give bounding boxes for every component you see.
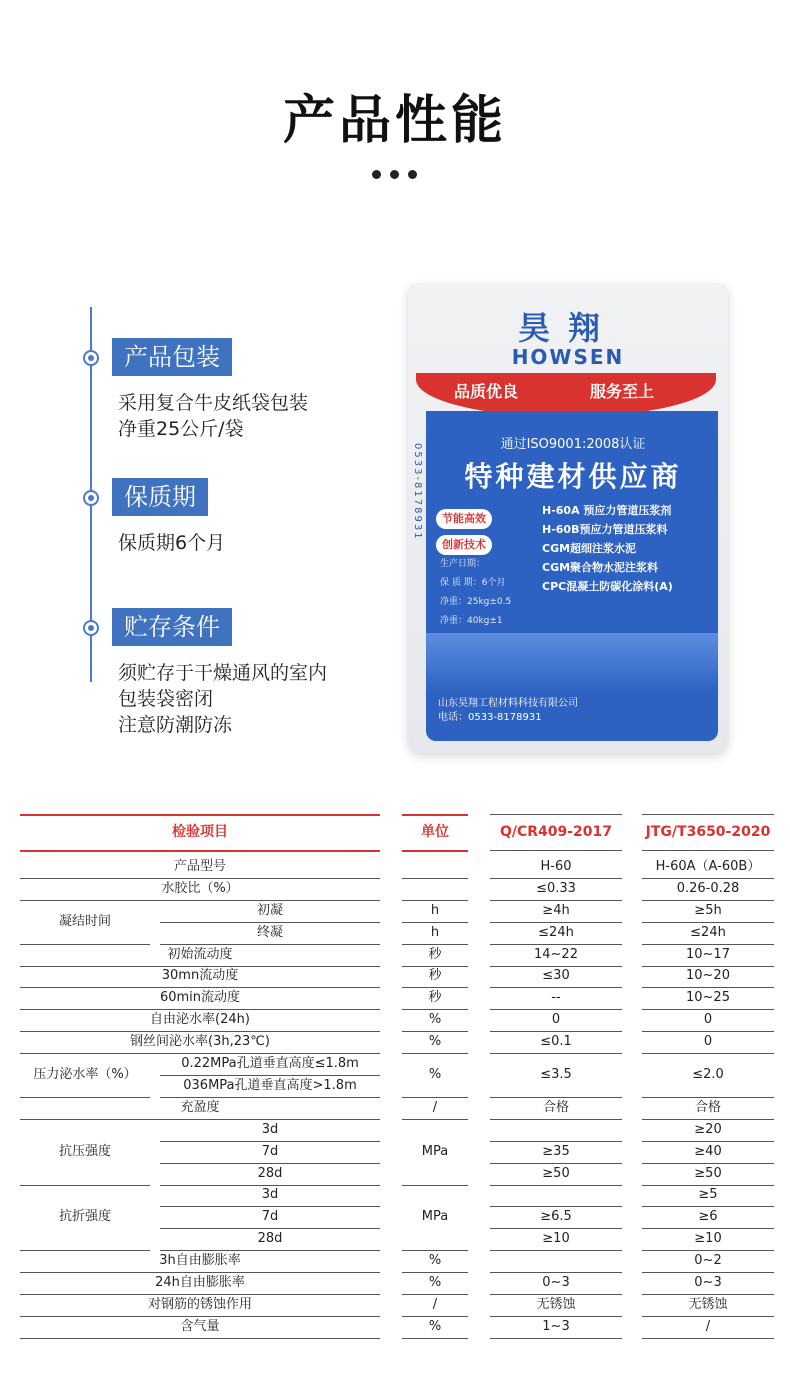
row-rule bbox=[490, 1294, 622, 1295]
bag-product: CPC混凝土防碳化涂料(A) bbox=[542, 580, 673, 593]
row-rule bbox=[490, 1206, 622, 1207]
row-rule bbox=[490, 1250, 622, 1251]
row-rule bbox=[20, 1294, 380, 1295]
row-subitem: 3d bbox=[261, 1187, 279, 1203]
row-jtg: 0~2 bbox=[694, 1253, 722, 1269]
row-item: 产品型号 bbox=[173, 858, 226, 874]
row-unit: % bbox=[428, 1253, 442, 1269]
row-rule bbox=[642, 966, 774, 967]
row-rule bbox=[160, 922, 380, 923]
row-rule bbox=[490, 900, 622, 901]
row-rule bbox=[490, 1097, 622, 1098]
text-line: 净重25公斤/袋 bbox=[118, 418, 244, 440]
header-rule bbox=[642, 814, 774, 815]
bag-product-list bbox=[542, 501, 673, 596]
row-qcr: -- bbox=[551, 990, 561, 1006]
row-rule bbox=[490, 1316, 622, 1317]
bag-side-phone: 0533-8178931 bbox=[412, 443, 423, 541]
row-rule bbox=[490, 878, 622, 879]
row-rule bbox=[642, 1228, 774, 1229]
row-rule bbox=[20, 900, 380, 901]
row-rule bbox=[20, 1031, 380, 1032]
header-qcr: Q/CR409-2017 bbox=[499, 824, 613, 840]
row-rule bbox=[402, 878, 468, 879]
row-rule bbox=[402, 1316, 468, 1317]
row-rule bbox=[20, 1338, 380, 1339]
row-qcr: H-60 bbox=[540, 858, 572, 874]
row-item: 充盈度 bbox=[180, 1099, 220, 1115]
row-rule bbox=[20, 1119, 380, 1120]
row-rule bbox=[490, 1009, 622, 1010]
row-rule bbox=[642, 1316, 774, 1317]
row-rule bbox=[490, 944, 622, 945]
timeline-dot bbox=[83, 490, 99, 506]
header-rule bbox=[402, 850, 468, 852]
row-qcr: ≤24h bbox=[538, 924, 574, 940]
row-rule bbox=[160, 1163, 380, 1164]
row-unit: h bbox=[430, 924, 440, 940]
row-rule bbox=[402, 1185, 468, 1186]
row-rule bbox=[20, 966, 380, 967]
bag-tag: 创新技术 bbox=[436, 535, 492, 555]
header-jtg: JTG/T3650-2020 bbox=[645, 824, 771, 840]
bag-meta-line: 净重：25kg±0.5 bbox=[440, 597, 512, 607]
bag-product: H-60A 预应力管道压浆剂 bbox=[542, 504, 672, 517]
row-qcr: ≥10 bbox=[542, 1231, 570, 1247]
row-jtg: ≥5h bbox=[694, 902, 722, 918]
row-rule bbox=[642, 1097, 774, 1098]
header-item: 检验项目 bbox=[172, 824, 228, 840]
row-rule bbox=[402, 1053, 468, 1054]
row-qcr: ≤0.33 bbox=[536, 880, 576, 896]
row-jtg: / bbox=[705, 1318, 711, 1334]
row-rule bbox=[20, 1185, 150, 1186]
row-item: 自由泌水率(24h) bbox=[150, 1012, 250, 1028]
row-rule bbox=[490, 1338, 622, 1339]
row-item: 24h自由膨胀率 bbox=[155, 1275, 245, 1291]
bag-cert: 通过ISO9001:2008认证 bbox=[500, 437, 646, 452]
row-unit: % bbox=[428, 1012, 442, 1028]
row-qcr: 无锈蚀 bbox=[536, 1296, 576, 1312]
row-jtg: 0~3 bbox=[694, 1275, 722, 1291]
row-unit: % bbox=[428, 1318, 442, 1334]
row-jtg: 无锈蚀 bbox=[688, 1296, 728, 1312]
row-jtg: 合格 bbox=[694, 1099, 721, 1115]
row-subitem: 终凝 bbox=[256, 924, 283, 940]
row-item: 水胶比（%） bbox=[161, 880, 239, 896]
bag-product: H-60B预应力管道压浆料 bbox=[542, 523, 668, 536]
row-item: 对钢筋的锈蚀作用 bbox=[147, 1296, 252, 1312]
row-rule bbox=[642, 1031, 774, 1032]
row-rule bbox=[490, 1053, 622, 1054]
bag-meta-line: 保 质 期：6个月 bbox=[440, 578, 506, 588]
row-item: 30mn流动度 bbox=[161, 968, 239, 984]
row-group: 凝结时间 bbox=[58, 913, 111, 929]
row-rule bbox=[490, 1185, 622, 1186]
bag-slogan-right: 服务至上 bbox=[590, 382, 655, 401]
row-unit: / bbox=[432, 1099, 438, 1115]
row-jtg: ≥10 bbox=[694, 1231, 722, 1247]
row-rule bbox=[20, 1097, 150, 1098]
section-text-packaging bbox=[118, 390, 308, 442]
row-rule bbox=[402, 1294, 468, 1295]
row-group: 抗压强度 bbox=[58, 1143, 111, 1159]
row-rule bbox=[402, 922, 468, 923]
section-label-storage: 贮存条件 bbox=[112, 608, 232, 646]
row-jtg: 0 bbox=[703, 1012, 713, 1028]
row-qcr: 1~3 bbox=[542, 1318, 570, 1334]
row-subitem: 28d bbox=[257, 1165, 283, 1181]
row-unit: 秒 bbox=[428, 990, 442, 1006]
header-rule bbox=[490, 850, 622, 851]
row-rule bbox=[642, 1163, 774, 1164]
row-rule bbox=[160, 1097, 380, 1098]
row-subitem: 初凝 bbox=[256, 902, 283, 918]
row-unit: h bbox=[430, 902, 440, 918]
timeline-dot bbox=[83, 350, 99, 366]
row-rule bbox=[20, 1316, 380, 1317]
row-jtg: 10~25 bbox=[686, 990, 730, 1006]
timeline-dot bbox=[83, 620, 99, 636]
row-rule bbox=[160, 1206, 380, 1207]
row-rule bbox=[402, 944, 468, 945]
row-subitem: 7d bbox=[261, 1143, 279, 1159]
row-qcr: 0 bbox=[551, 1012, 561, 1028]
row-qcr: 0~3 bbox=[542, 1275, 570, 1291]
bag-bridge-graphic bbox=[426, 633, 718, 693]
row-rule bbox=[642, 878, 774, 879]
header-rule bbox=[490, 814, 622, 815]
row-unit: / bbox=[432, 1296, 438, 1312]
bag-meta-line: 生产日期： bbox=[440, 559, 486, 569]
row-rule bbox=[160, 1075, 380, 1076]
row-rule bbox=[642, 1141, 774, 1142]
row-subitem: 036MPa孔道垂直高度>1.8m bbox=[183, 1077, 357, 1093]
row-subitem: 3d bbox=[261, 1121, 279, 1137]
row-rule bbox=[20, 1053, 380, 1054]
row-rule bbox=[490, 1141, 622, 1142]
row-jtg: ≤24h bbox=[690, 924, 726, 940]
row-group: 抗折强度 bbox=[58, 1209, 111, 1225]
row-item: 含气量 bbox=[180, 1318, 220, 1334]
row-rule bbox=[402, 1119, 468, 1120]
header-rule bbox=[20, 814, 380, 816]
row-rule bbox=[160, 944, 380, 945]
bag-company bbox=[438, 697, 578, 725]
row-rule bbox=[402, 1250, 468, 1251]
page-title: 产品性能 bbox=[282, 91, 507, 151]
row-rule bbox=[20, 1250, 150, 1251]
row-unit: 秒 bbox=[428, 968, 442, 984]
row-unit: MPa bbox=[421, 1143, 449, 1159]
text-line: 须贮存于干燥通风的室内 bbox=[118, 662, 328, 684]
row-rule bbox=[490, 1272, 622, 1273]
row-rule bbox=[402, 1272, 468, 1273]
bag-product: CGM超细注浆水泥 bbox=[542, 542, 637, 555]
row-rule bbox=[642, 987, 774, 988]
row-rule bbox=[642, 1009, 774, 1010]
row-rule bbox=[402, 1031, 468, 1032]
row-rule bbox=[20, 878, 380, 879]
row-unit: % bbox=[428, 1275, 442, 1291]
text-line: 采用复合牛皮纸袋包装 bbox=[118, 392, 309, 414]
row-jtg: 0 bbox=[703, 1034, 713, 1050]
row-jtg: ≥40 bbox=[694, 1143, 722, 1159]
row-group: 压力泌水率（%） bbox=[33, 1067, 137, 1082]
row-jtg: ≥50 bbox=[694, 1165, 722, 1181]
section-text-storage bbox=[118, 660, 327, 738]
header-unit: 单位 bbox=[421, 824, 449, 840]
row-rule bbox=[490, 966, 622, 967]
row-rule bbox=[402, 900, 468, 901]
row-rule bbox=[402, 966, 468, 967]
bag-slogan-left: 品质优良 bbox=[454, 382, 519, 401]
row-jtg: ≥6 bbox=[698, 1209, 718, 1225]
row-jtg: ≤2.0 bbox=[692, 1067, 724, 1082]
row-jtg: ≥20 bbox=[694, 1121, 722, 1137]
row-jtg: 10~20 bbox=[686, 968, 730, 984]
row-rule bbox=[490, 1119, 622, 1120]
row-qcr: ≤30 bbox=[542, 968, 570, 984]
row-jtg: 0.26-0.28 bbox=[676, 880, 740, 896]
row-rule bbox=[402, 1097, 468, 1098]
header-rule bbox=[20, 850, 380, 852]
section-label-packaging: 产品包装 bbox=[112, 338, 232, 376]
bag-brand: 昊翔 bbox=[517, 309, 618, 347]
row-rule bbox=[642, 1272, 774, 1273]
row-rule bbox=[642, 1294, 774, 1295]
text-line: 包装袋密闭 bbox=[118, 688, 214, 710]
row-qcr: ≤0.1 bbox=[540, 1034, 572, 1050]
row-rule bbox=[20, 1272, 380, 1273]
row-rule bbox=[490, 1031, 622, 1032]
header-rule bbox=[642, 850, 774, 851]
row-rule bbox=[160, 1250, 380, 1251]
bag-headline: 特种建材供应商 bbox=[464, 460, 682, 493]
header-rule bbox=[402, 814, 468, 816]
bag-meta-line: 净重：40kg±1 bbox=[440, 616, 503, 626]
row-qcr: ≥6.5 bbox=[540, 1209, 572, 1225]
row-rule bbox=[642, 1053, 774, 1054]
bag-brand-en: HOWSEN bbox=[511, 345, 625, 369]
row-rule bbox=[642, 1206, 774, 1207]
row-subitem: 7d bbox=[261, 1209, 279, 1225]
bag-product: CGM聚合物水泥注浆料 bbox=[542, 561, 659, 574]
row-rule bbox=[20, 987, 380, 988]
row-jtg: ≥5 bbox=[698, 1187, 718, 1203]
row-qcr: ≥50 bbox=[542, 1165, 570, 1181]
row-subitem: 28d bbox=[257, 1231, 283, 1247]
product-bag-image bbox=[408, 283, 728, 753]
row-unit: 秒 bbox=[428, 946, 442, 962]
row-rule bbox=[402, 987, 468, 988]
row-qcr: 14~22 bbox=[534, 946, 578, 962]
row-rule bbox=[642, 1338, 774, 1339]
section-text-shelf-life bbox=[118, 530, 225, 556]
row-rule bbox=[402, 1009, 468, 1010]
row-rule bbox=[642, 1250, 774, 1251]
row-unit: % bbox=[428, 1034, 442, 1050]
row-rule bbox=[490, 1163, 622, 1164]
row-rule bbox=[490, 922, 622, 923]
row-rule bbox=[490, 1228, 622, 1229]
row-rule bbox=[402, 1338, 468, 1339]
row-item: 初始流动度 bbox=[167, 946, 233, 962]
row-rule bbox=[642, 900, 774, 901]
row-unit: % bbox=[428, 1067, 442, 1082]
title-dots bbox=[372, 170, 417, 179]
row-rule bbox=[160, 1228, 380, 1229]
row-jtg: 10~17 bbox=[686, 946, 730, 962]
row-qcr: ≥35 bbox=[542, 1143, 570, 1159]
text-line: 保质期6个月 bbox=[118, 532, 226, 554]
row-unit: MPa bbox=[421, 1209, 449, 1225]
bag-company-name: 山东昊翔工程材料科技有限公司 bbox=[438, 698, 578, 709]
bag-company-phone: 电话：0533-8178931 bbox=[438, 712, 542, 723]
row-item: 3h自由膨胀率 bbox=[159, 1253, 241, 1269]
bag-tag: 节能高效 bbox=[436, 509, 492, 529]
row-rule bbox=[642, 1119, 774, 1120]
row-qcr: 合格 bbox=[542, 1099, 569, 1115]
row-item: 60min流动度 bbox=[159, 990, 241, 1006]
row-item: 钢丝间泌水率(3h,23℃) bbox=[130, 1034, 270, 1050]
row-jtg: H-60A（A-60B） bbox=[655, 858, 761, 874]
row-qcr: ≥4h bbox=[542, 902, 570, 918]
row-rule bbox=[490, 987, 622, 988]
bag-meta bbox=[440, 555, 511, 631]
row-rule bbox=[20, 1009, 380, 1010]
row-rule bbox=[642, 1185, 774, 1186]
text-line: 注意防潮防冻 bbox=[118, 714, 233, 736]
row-rule bbox=[642, 922, 774, 923]
row-rule bbox=[160, 1141, 380, 1142]
row-rule bbox=[20, 944, 150, 945]
section-label-shelf-life: 保质期 bbox=[112, 478, 208, 516]
row-qcr: ≤3.5 bbox=[540, 1067, 572, 1082]
row-rule bbox=[642, 944, 774, 945]
row-subitem: 0.22MPa孔道垂直高度≤1.8m bbox=[181, 1056, 359, 1072]
row-rule bbox=[160, 1185, 380, 1186]
